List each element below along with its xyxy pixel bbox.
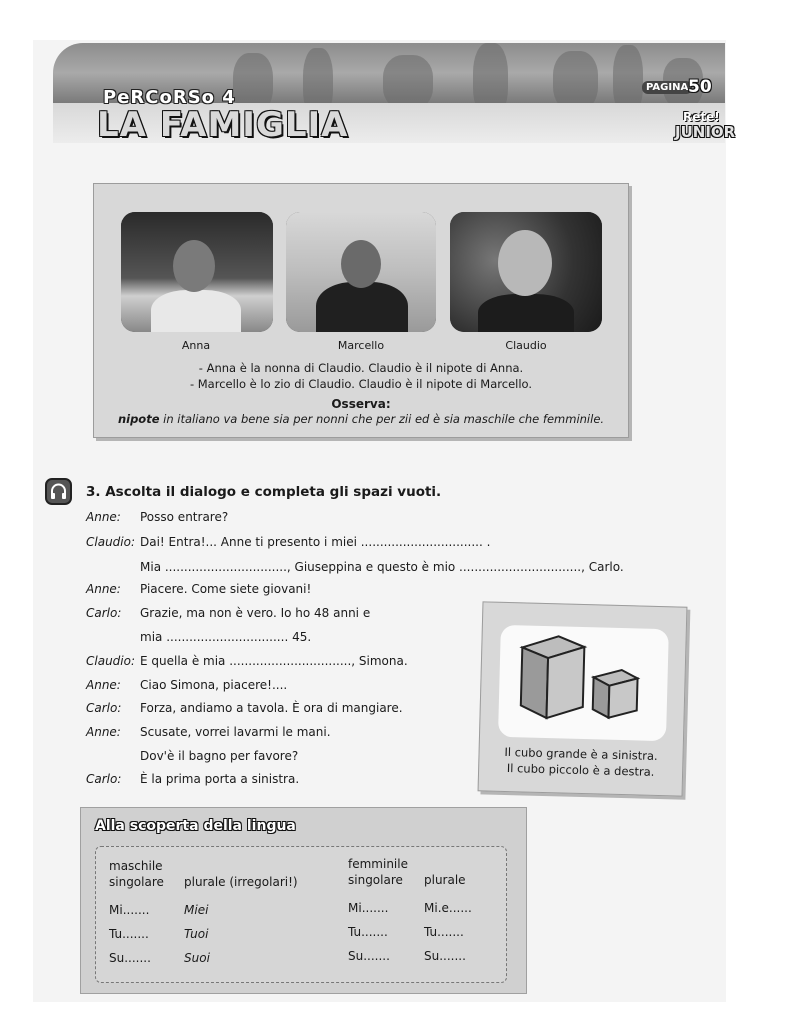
- dialogue-line: [86, 772, 121, 786]
- nipote-note: [94, 412, 628, 426]
- table-cell: Tu.......: [348, 925, 388, 939]
- dialogue-text: Dov'è il bagno per favore?: [140, 749, 299, 763]
- speaker: Carlo:: [86, 701, 122, 715]
- dialogue-text: mia ................................ 45.: [140, 630, 312, 644]
- relation-line-2: - Marcello è lo zio di Claudio. Claudio è il nipote di Marcello.: [189, 377, 533, 391]
- possessives-table: [95, 846, 507, 983]
- percorso-label: PeRCoRSo 4: [103, 87, 236, 108]
- speaker: Anne:: [86, 510, 121, 524]
- header-fem-sing-1: femminile: [348, 857, 408, 871]
- table-cell: Su.......: [109, 951, 151, 965]
- dialogue-line: [86, 678, 121, 692]
- pagina-label: PAGINA: [642, 81, 692, 94]
- brand-logo-line2: JUNIOR: [675, 123, 736, 141]
- table-cell: Tu.......: [109, 927, 149, 941]
- osserva-heading: Osserva:: [331, 397, 391, 411]
- table-cell: Tuoi: [184, 927, 209, 941]
- dialogue-line: [86, 725, 121, 739]
- table-cell: Su.......: [424, 949, 466, 963]
- speaker: Anne:: [86, 678, 121, 692]
- dialogue-text: Piacere. Come siete giovani!: [140, 582, 312, 596]
- header-masc-sing-2: singolare: [109, 875, 164, 889]
- header-masc-plur: plurale (irregolari!): [184, 875, 298, 889]
- cube-caption-1: Il cubo grande è a sinistra.: [504, 744, 658, 763]
- dialogue-line: [86, 510, 121, 524]
- dialogue-text: Mia ................................, Giuseppina e questo è mio ................................, Carlo.: [140, 560, 624, 574]
- exercise-title: 3. Ascolta il dialogo e completa gli spazi vuoti.: [86, 484, 442, 500]
- header-masc-sing-1: maschile: [109, 859, 163, 873]
- photo-marcello: [286, 212, 436, 332]
- speaker: Carlo:: [86, 772, 122, 786]
- dialogue-line: [86, 606, 121, 620]
- header-fem-plur: plurale: [424, 873, 466, 887]
- dialogue-line: [86, 535, 135, 549]
- dialogue-line: [86, 654, 135, 668]
- dialogue-text: Dai! Entra!... Anne ti presento i miei ................................ .: [140, 535, 491, 549]
- photo-anna: [121, 212, 273, 332]
- caption-anna: Anna: [181, 339, 211, 352]
- grammar-title: Alla scoperta della lingua: [95, 818, 296, 834]
- dialogue-text: Forza, andiamo a tavola. È ora di mangiare.: [140, 701, 403, 715]
- header-fem-sing-2: singolare: [348, 873, 403, 887]
- speaker: Anne:: [86, 582, 121, 596]
- unit-title: LA FAMIGLIA: [97, 105, 349, 145]
- dialogue-text: È la prima porta a sinistra.: [140, 772, 300, 786]
- dialogue-text: Posso entrare?: [140, 510, 229, 524]
- grammar-box: [80, 807, 527, 994]
- table-cell: Mi.......: [348, 901, 389, 915]
- speaker: Anne:: [86, 725, 121, 739]
- table-cell: Mi.e......: [424, 901, 472, 915]
- speaker: Claudio:: [86, 654, 136, 668]
- note-keyword: nipote: [117, 412, 160, 426]
- caption-marcello: Marcello: [337, 339, 385, 352]
- page-number: 50: [688, 77, 712, 97]
- cube-illustration-box: [478, 601, 688, 796]
- table-cell: Su.......: [348, 949, 390, 963]
- photo-claudio: [450, 212, 602, 332]
- table-cell: Tu.......: [424, 925, 464, 939]
- family-photos-box: [93, 183, 629, 438]
- dialogue-text: E quella è mia ................................, Simona.: [140, 654, 408, 668]
- dialogue-text: Ciao Simona, piacere!....: [140, 678, 288, 692]
- caption-claudio: Claudio: [505, 339, 547, 352]
- speaker: Claudio:: [86, 535, 136, 549]
- headphones-icon[interactable]: [45, 478, 72, 505]
- dialogue-text: Grazie, ma non è vero. Io ho 48 anni e: [140, 606, 371, 620]
- dialogue-line: [86, 701, 121, 715]
- table-cell: Mi.......: [109, 903, 150, 917]
- speaker: Carlo:: [86, 606, 122, 620]
- note-text: in italiano va bene sia per nonni che per zii ed è sia maschile che femminile.: [159, 412, 605, 426]
- brand-logo-line1: Rete!: [683, 110, 720, 124]
- cube-illustration: [498, 625, 669, 741]
- table-cell: Suoi: [184, 951, 210, 965]
- table-cell: Miei: [184, 903, 209, 917]
- cubes-drawing: [498, 625, 669, 741]
- dialogue-line: [86, 582, 121, 596]
- cube-caption-2: Il cubo piccolo è a destra.: [506, 761, 655, 779]
- dialogue-text: Scusate, vorrei lavarmi le mani.: [140, 725, 331, 739]
- relation-line-1: - Anna è la nonna di Claudio. Claudio è il nipote di Anna.: [198, 361, 524, 375]
